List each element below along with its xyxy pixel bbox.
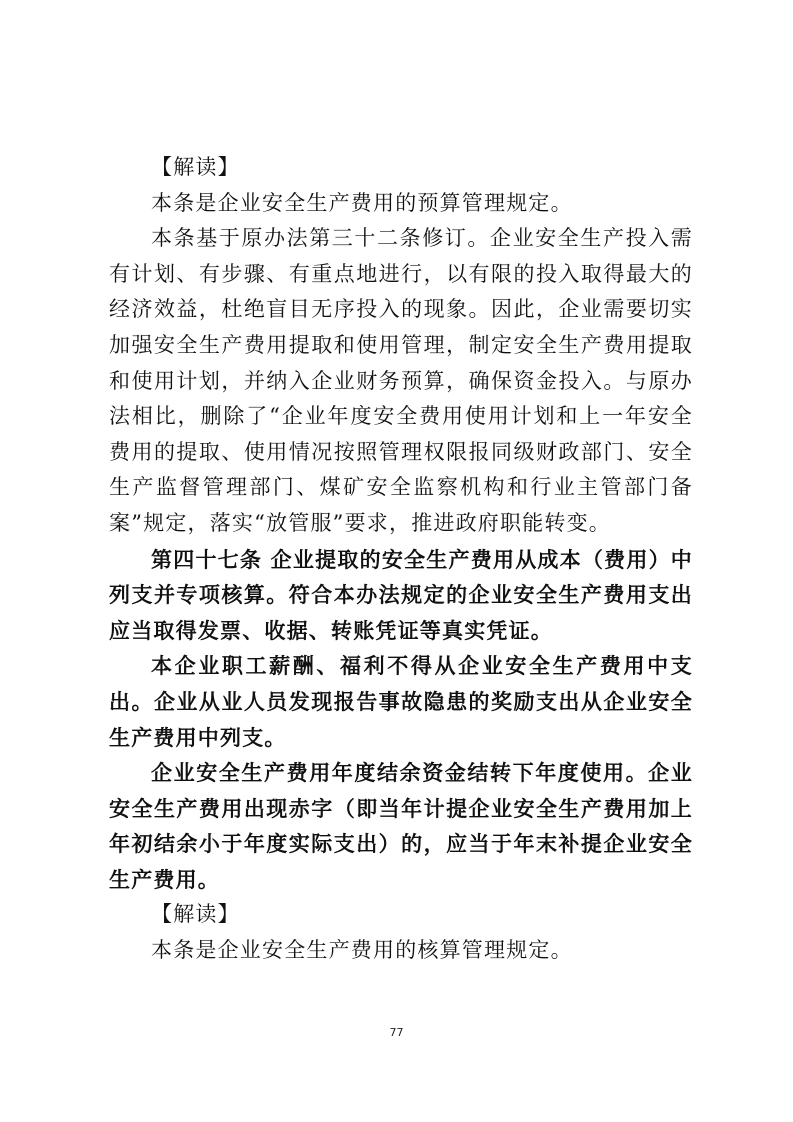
paragraph: 本条基于原办法第三十二条修订。企业安全生产投入需有计划、有步骤、有重点地进行，以有限的投入取得最大的经济效益，杜绝盲目无序投入的现象。因此，企业需要切实加强安全生产费用提取和使用管理，制定安全生产费用提取和使用计划，并纳入企业财务预算，确保资金投入。与原办法相比，删除了“企业年度安全费用使用计划和上一年安全费用的提取、使用情况按照管理权限报同级财政部门、安全生产监督管理部门、煤矿安全监察机构和行业主管部门备案”规定，落实“放管服”要求，推进政府职能转变。 [109, 226, 693, 535]
interpretation-heading: 【解读】 [151, 155, 240, 179]
paragraph: 本条是企业安全生产费用的预算管理规定。 [151, 190, 573, 215]
body-text [109, 150, 693, 969]
page-number: 77 [389, 1026, 404, 1039]
paragraph: 本条是企业安全生产费用的核算管理规定。 [151, 938, 573, 963]
article-paragraph: 本企业职工薪酬、福利不得从企业安全生产费用中支出。企业从业人员发现报告事故隐患的奖励支出从企业安全生产费用中列支。 [109, 653, 693, 750]
article-paragraph: 第四十七条 企业提取的安全生产费用从成本（费用）中列支并专项核算。符合本办法规定的企业安全生产费用支出应当取得发票、收据、转账凭证等真实凭证。 [109, 546, 693, 643]
article-paragraph: 企业安全生产费用年度结余资金结转下年度使用。企业安全生产费用出现赤字（即当年计提企业安全生产费用加上年初结余小于年度实际支出）的，应当于年末补提企业安全生产费用。 [109, 760, 693, 892]
interpretation-heading: 【解读】 [151, 902, 240, 927]
